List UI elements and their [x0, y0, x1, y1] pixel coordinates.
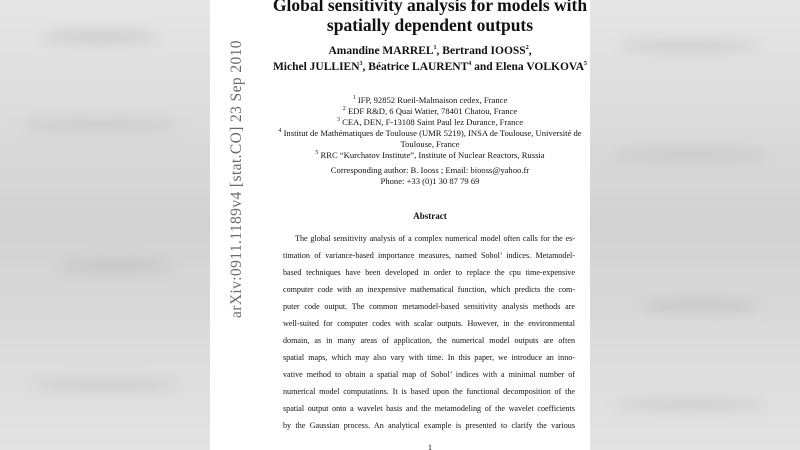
affiliation-3: $^3$ CEA, DEN, F-13108 Saint Paul lez Durance, France [336, 117, 524, 127]
abstract-line: vative method to obtain a spatial map of Sobol’ indices with a minimal number of [283, 370, 575, 379]
abstract-body [283, 230, 575, 434]
paper-title-line-1: Global sensitivity analysis for models with [272, 0, 588, 15]
blurred-background-right [590, 0, 800, 450]
page-number: 1 [427, 442, 433, 450]
abstract-line: well-suited for computer codes with scalar outputs. However, in the environmental [283, 319, 575, 328]
abstract-line: puter code output. The common metamodel-based sensitivity analysis methods are [283, 302, 575, 311]
authors-line-2: Michel JULLIEN$^3$, Béatrice LAURENT$^4$ and Elena VOLKOVA$^5$ [272, 61, 588, 73]
blurred-background-left [0, 0, 210, 450]
corresponding-author: Corresponding author: B. Iooss ; Email: biooss@yahoo.fr [330, 165, 530, 175]
affiliation-2: $^2$ EDF R&D, 6 Quai Watier, 78401 Chatou, France [342, 106, 518, 116]
author-name: Elena VOLKOVA [495, 61, 585, 73]
abstract-line: by the Gaussian process. An analytical example is presented to clarify the various [283, 421, 575, 430]
abstract-line: domain, as in many areas of application, the numerical model outputs are often [283, 336, 575, 345]
abstract-line: spatial maps, which may also vary with time. In this paper, we introduce an inno- [283, 353, 575, 362]
abstract-line: timation of variance-based importance measures, named Sobol’ indices. Metamodel- [283, 251, 575, 260]
abstract-line: spatial output onto a wavelet basis and the metamodeling of the wavelet coefficients [283, 404, 575, 413]
abstract-line: based techniques have been developed in order to replace the cpu time-expensive [283, 268, 575, 277]
paper-page [210, 0, 590, 450]
abstract-line: The global sensitivity analysis of a complex numerical model often calls for the es- [295, 234, 575, 243]
abstract-line: numerical model computations. It is based upon the functional decomposition of the [283, 387, 575, 396]
arxiv-identifier: arXiv:0911.1189v4 [stat.CO] 23 Sep 2010 [228, 40, 245, 318]
authors-line-1: Amandine MARREL$^1$, Bertrand IOOSS$^2$, [328, 45, 532, 57]
author-name: Bertrand IOOSS [442, 45, 526, 57]
affiliation-4: $^4$ Institut de Mathématiques de Toulouse (UMR 5219), INSA de Toulouse, Université de [278, 128, 582, 138]
author-name: Amandine MARREL [328, 45, 434, 57]
abstract-line: computer code with an inexpensive mathematical function, which predicts the com- [283, 285, 575, 294]
affiliation-1: $^1$ IFP, 92852 Rueil-Malmaison cedex, France [352, 95, 508, 105]
author-name: Béatrice LAURENT [368, 61, 469, 73]
affiliation-4-continued: Toulouse, France [400, 139, 460, 149]
author-name: Michel JULLIEN [272, 61, 360, 73]
affiliation-5: $^5$ RRC “Kurchatov Institute”, Institute of Nuclear Reactors, Russia [315, 150, 545, 160]
paper-title-line-2: spatially dependent outputs [326, 15, 534, 35]
phone-number: Phone: +33 (0)1 30 87 79 69 [380, 176, 480, 186]
abstract-heading: Abstract [413, 211, 447, 221]
